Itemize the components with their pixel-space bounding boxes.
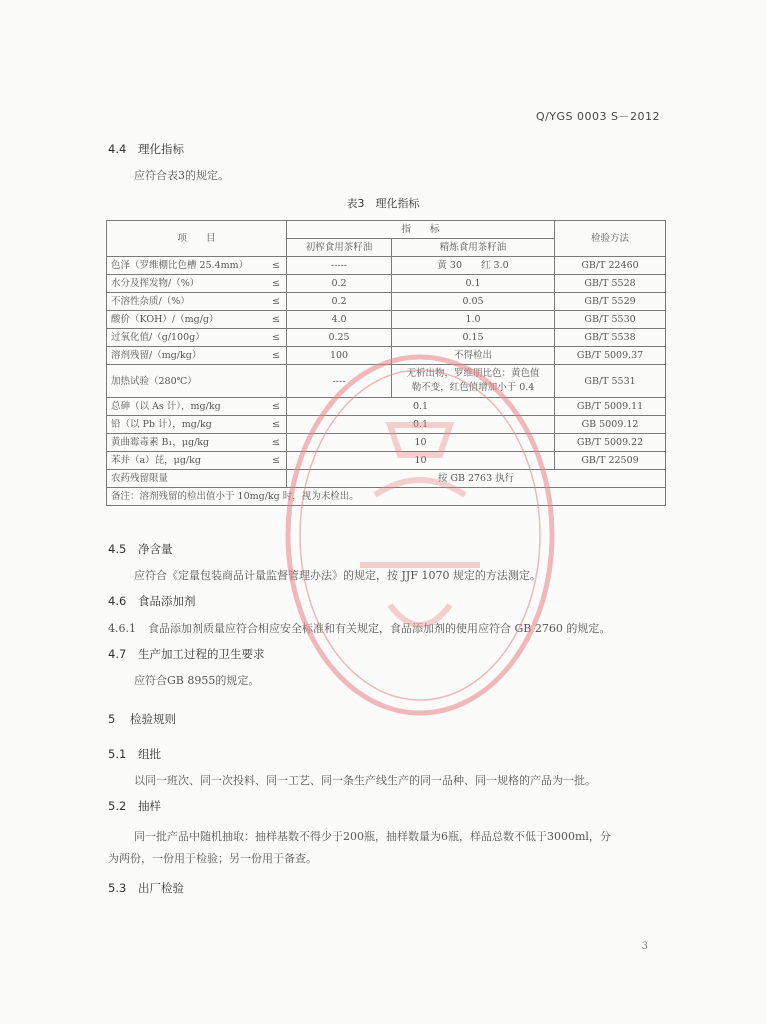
table-row-pesticide: 农药残留限量 按 GB 2763 执行: [107, 470, 666, 488]
header-method: 检验方法: [555, 221, 666, 257]
table-caption: 表3 理化指标: [346, 197, 420, 210]
table-note-row: [107, 488, 666, 506]
table-row: 黄曲霉毒素 B₁，μg/kg ≤ 10 GB/T 5009.22: [107, 434, 666, 452]
section-5-heading: 5 检验规则: [108, 712, 176, 726]
header-refined-oil: 精炼食用茶籽油: [392, 239, 555, 257]
table-row: 总砷（以 As 计），mg/kg ≤ 0.1 GB/T 5009.11: [107, 398, 666, 416]
page-number: 3: [641, 941, 648, 952]
section-title: 理化指标: [138, 142, 184, 156]
section-5-3-heading: 5.3 出厂检验: [108, 881, 184, 895]
heating-result-line-2: 勒不变，红色值增加小于 0.4: [411, 382, 535, 393]
table-row: 溶剂残留/（mg/kg） ≤ 100 不得检出 GB/T 5009.37: [107, 347, 666, 365]
table-row: 酸价（KOH）/（mg/g） ≤ 4.0 1.0 GB/T 5530: [107, 311, 666, 329]
section-5-1-heading: 5.1 组批: [108, 747, 161, 761]
document-number: Q/YGS 0003 S－2012: [535, 110, 660, 123]
section-4-7-heading: 4.7 生产加工过程的卫生要求: [108, 647, 265, 661]
section-4-4-text: 应符合表3的规定。: [134, 169, 229, 182]
heating-result-line-1: 无析出物，罗维朋比色：黄色值: [406, 368, 540, 379]
section-5-2-heading: 5.2 抽样: [108, 799, 161, 813]
section-5-2-text-line-1: 同一批产品中随机抽取：抽样基数不得少于200瓶，抽样数量为6瓶，样品总数不低于3000ml，分: [134, 830, 611, 843]
section-4-6-heading: 4.6 食品添加剂: [108, 594, 196, 608]
table-row: 水分及挥发物/（%） ≤ 0.2 0.1 GB/T 5528: [107, 275, 666, 293]
header-crude-oil: 初榨食用茶籽油: [287, 239, 392, 257]
header-index: 指 标: [287, 221, 555, 239]
section-number: 4.4: [108, 142, 127, 156]
header-item: 项 目: [107, 221, 287, 257]
section-4-4-heading: [108, 141, 184, 157]
section-4-5-heading: 4.5 净含量: [108, 542, 173, 556]
table-row-heating-test: 加热试验（280℃） ---- 无析出物，罗维朋比色：黄色值 勒不变，红色值增加小于 0.4 GB/T 5531: [107, 365, 666, 398]
table-row: 苯并（a）芘，μg/kg ≤ 10 GB/T 22509: [107, 452, 666, 470]
table-row: 色泽（罗维棚比色槽 25.4mm） ≤ ----- 黄 30 红 3.0 GB/T 22460: [107, 257, 666, 275]
section-5-1-text: 以同一班次、同一次投料、同一工艺、同一条生产线生产的同一品种、同一规格的产品为一批。: [134, 774, 596, 787]
table-header-row: [107, 221, 666, 239]
section-4-7-text: 应符合GB 8955的规定。: [134, 674, 260, 687]
section-4-5-text: 应符合《定量包装商品计量监督管理办法》的规定，按 JJF 1070 规定的方法测定。: [134, 569, 541, 582]
table-row: 铅（以 Pb 计），mg/kg ≤ 0.1 GB 5009.12: [107, 416, 666, 434]
table-note: 备注：溶剂残留的检出值小于 10mg/kg 时，视为未检出。: [107, 488, 666, 506]
section-4-6-1-paragraph: 4.6.1 食品添加剂质量应符合相应安全标准和有关规定，食品添加剂的使用应符合 GB 2760 的规定。: [108, 622, 611, 635]
table-row: 过氧化值/（g/100g） ≤ 0.25 0.15 GB/T 5538: [107, 329, 666, 347]
section-5-2-text-line-2: 为两份，一份用于检验；另一份用于备查。: [108, 852, 317, 865]
physicochemical-table: [106, 220, 666, 506]
table-row: 不溶性杂质/（%） ≤ 0.2 0.05 GB/T 5529: [107, 293, 666, 311]
